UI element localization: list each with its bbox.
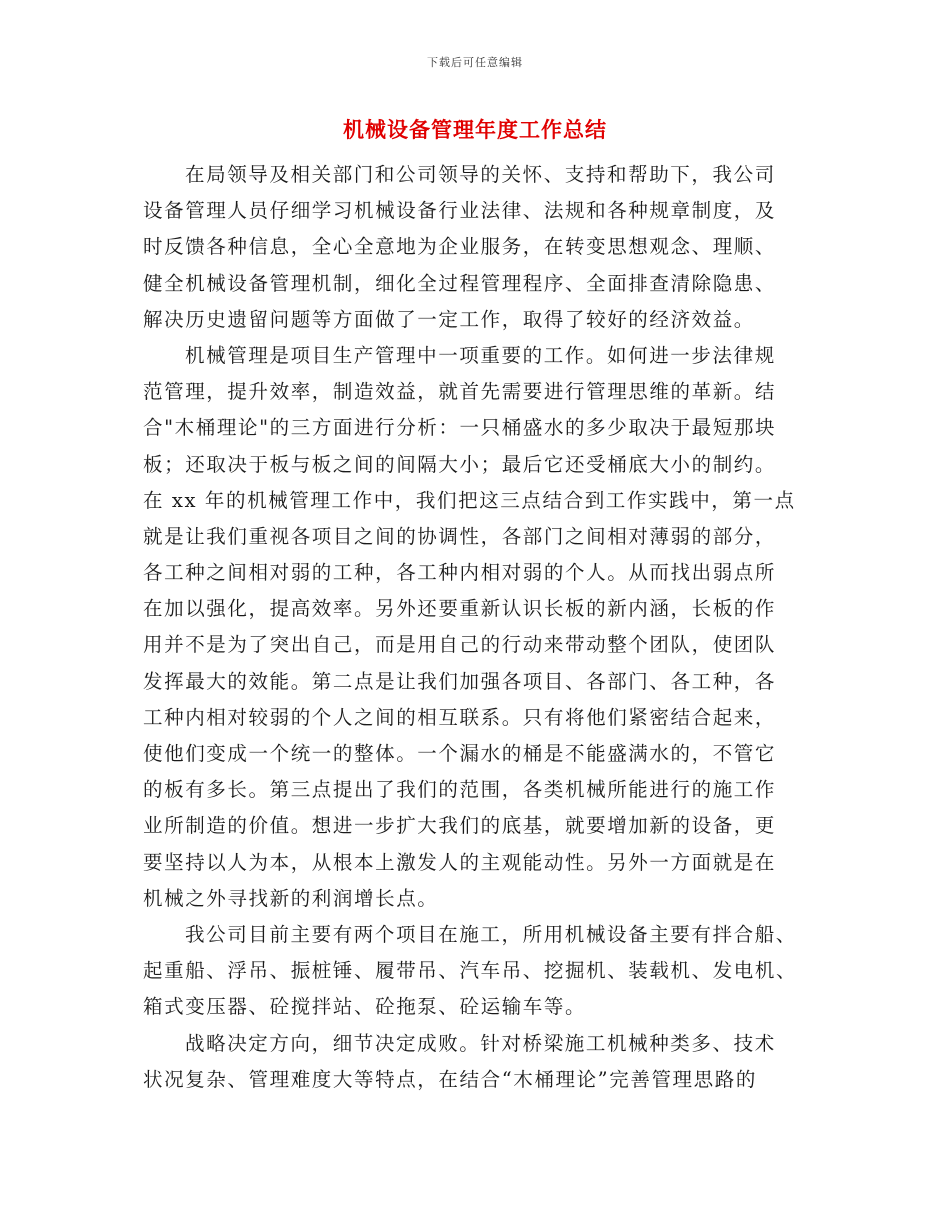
paragraph-3-line-2: 起重船、浮吊、振桩锤、履带吊、汽车吊、挖掘机、装载机、发电机、	[143, 959, 798, 983]
paragraph-2-line-6: 就是让我们重视各项目之间的协调性，各部门之间相对薄弱的部分，	[143, 524, 777, 548]
paragraph-1-line-2: 设备管理人员仔细学习机械设备行业法律、法规和各种规章制度，及	[143, 199, 777, 223]
paragraph-2-line-9: 用并不是为了突出自己，而是用自己的行动来带动整个团队，使团队	[143, 633, 777, 657]
paragraph-3-line-3: 箱式变压器、砼搅拌站、砼拖泵、砼运输车等。	[143, 995, 587, 1019]
paragraph-2-line-15: 要坚持以人为本，从根本上激发人的主观能动性。另外一方面就是在	[143, 850, 777, 874]
document-body	[143, 157, 807, 1098]
paragraph-2-line-5: 在 xx 年的机械管理工作中，我们把这三点结合到工作实践中，第一点	[143, 488, 796, 512]
paragraph-2-line-3: 合"木桶理论"的三方面进行分析：一只桶盛水的多少取决于最短那块	[143, 416, 777, 440]
paragraph-2-line-1: 机械管理是项目生产管理中一项重要的工作。如何进一步法律规	[185, 343, 776, 367]
paragraph-2-line-12: 使他们变成一个统一的整体。一个漏水的桶是不能盛满水的，不管它	[143, 742, 777, 765]
paragraph-3-line-1: 我公司目前主要有两个项目在施工，所用机械设备主要有拌合船、	[185, 922, 797, 946]
paragraph-1-line-5: 解决历史遗留问题等方面做了一定工作，取得了较好的经济效益。	[143, 307, 755, 331]
document-title: 机械设备管理年度工作总结	[343, 118, 607, 142]
paragraph-1-line-3: 时反馈各种信息，全心全意地为企业服务，在转变思想观念、理顺、	[143, 235, 777, 259]
paragraph-2-line-16: 机械之外寻找新的利润增长点。	[143, 886, 439, 910]
paragraph-1-line-4: 健全机械设备管理机制，细化全过程管理程序、全面排查清除隐患、	[143, 271, 777, 295]
paragraph-2-line-13: 的板有多长。第三点提出了我们的范围，各类机械所能进行的施工作	[143, 778, 777, 802]
page-header-note: 下载后可任意编辑	[427, 56, 523, 69]
paragraph-2-line-11: 工种内相对较弱的个人之间的相互联系。只有将他们紧密结合起来，	[143, 705, 777, 729]
paragraph-2-line-4: 板；还取决于板与板之间的间隔大小；最后它还受桶底大小的制约。	[143, 452, 777, 476]
paragraph-2-line-10: 发挥最大的效能。第二点是让我们加强各项目、各部门、各工种，各	[143, 669, 777, 693]
paragraph-4-line-2: 状况复杂、管理难度大等特点，在结合“木桶理论”完善管理思路的	[143, 1067, 757, 1091]
paragraph-2-line-14: 业所制造的价值。想进一步扩大我们的底基，就要增加新的设备，更	[143, 814, 777, 838]
paragraph-2-line-7: 各工种之间相对弱的工种，各工种内相对弱的个人。从而找出弱点所	[143, 561, 777, 585]
paragraph-2-line-8: 在加以强化，提高效率。另外还要重新认识长板的新内涵，长板的作	[143, 597, 777, 621]
paragraph-4-line-1: 战略决定方向，细节决定成败。针对桥梁施工机械种类多、技术	[185, 1031, 776, 1055]
paragraph-1-line-1: 在局领导及相关部门和公司领导的关怀、支持和帮助下，我公司	[185, 163, 776, 186]
paragraph-2-line-2: 范管理，提升效率，制造效益，就首先需要进行管理思维的革新。结	[143, 380, 777, 404]
